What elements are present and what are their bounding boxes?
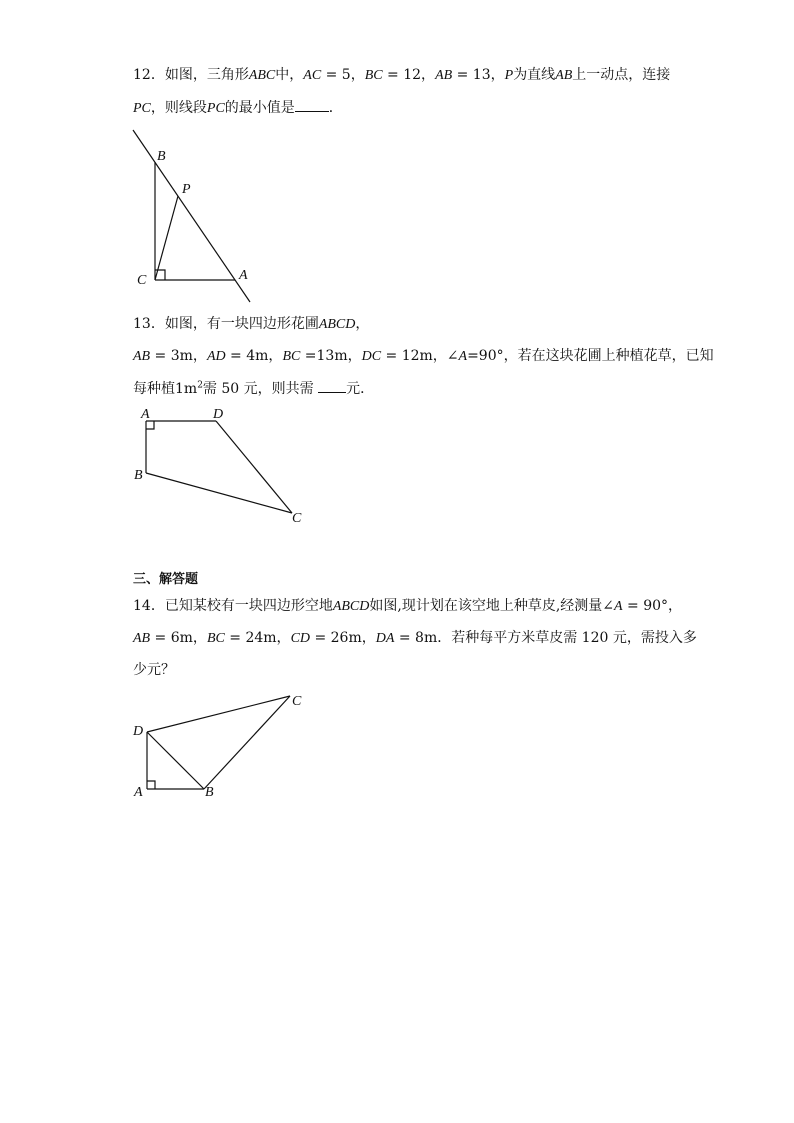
q13-var: AB (133, 349, 151, 364)
q14-var: ABCD (332, 599, 370, 614)
q12-text: = 13， (452, 67, 505, 83)
q12-var: P (504, 68, 514, 83)
q13-var: BC (282, 349, 301, 364)
q14-var: DA (375, 631, 395, 646)
q13-segment-bc (146, 473, 292, 513)
q14-label-a: A (134, 785, 143, 800)
q13-text: = 3m， (150, 348, 207, 364)
q13-figure (125, 400, 315, 530)
q13-line-3 (133, 379, 374, 399)
q12-var: BC (364, 68, 383, 83)
q12-label-b: B (157, 149, 166, 164)
q13-var: AD (206, 349, 226, 364)
q14-label-d: D (133, 724, 144, 739)
q14-label-c: C (292, 694, 302, 709)
q12-answer-blank[interactable] (295, 99, 329, 112)
q12-text: = 5， (321, 67, 365, 83)
q13-text: 需 50 元，则共需 (202, 381, 314, 397)
q12-text: ． (328, 100, 343, 116)
q12-text: ，则线段 (150, 100, 207, 116)
q12-number: 12． (133, 67, 165, 83)
q12-line-1 (133, 65, 670, 86)
q12-text: 中， (275, 67, 304, 83)
q12-line-ab-extended (133, 130, 250, 302)
q13-var: DC (361, 349, 382, 364)
q14-line-3 (133, 660, 175, 680)
q13-number: 13． (133, 316, 165, 332)
q13-text: =13m， (300, 348, 362, 364)
q13-right-angle-mark (146, 421, 154, 429)
q13-segment-dc (216, 421, 292, 513)
q13-label-a: A (141, 407, 150, 422)
q14-line-1 (133, 596, 682, 617)
q13-text: = 12m，∠ (381, 348, 459, 364)
q14-right-angle-mark (147, 781, 155, 789)
q14-var: BC (206, 631, 225, 646)
q12-label-c: C (137, 273, 147, 288)
q12-var: ABC (248, 68, 276, 83)
q13-text: = 4m， (225, 348, 283, 364)
q13-var: A (458, 349, 468, 364)
q13-var: ABCD (318, 317, 356, 332)
q12-figure (125, 125, 265, 310)
q13-text: 每种植 (133, 381, 175, 397)
q12-var: PC (133, 101, 151, 116)
q14-text: = 8m．若种每平方米草皮需 120 元，需投入多 (394, 630, 697, 646)
q12-var: AB (555, 68, 573, 83)
q12-text: = 12， (382, 67, 436, 83)
q14-segment-bc (204, 696, 290, 789)
q13-text: ， (355, 316, 370, 332)
q12-label-p: P (182, 182, 191, 197)
q13-label-c: C (292, 511, 302, 526)
q13-line-1 (133, 314, 369, 335)
q12-label-a: A (239, 268, 248, 283)
q12-segment-cp (155, 196, 178, 280)
q14-text: 如图,现计划在该空地上种草皮,经测量∠ (369, 598, 615, 614)
q14-text: = 6m， (150, 630, 207, 646)
q13-text: =90°，若在这块花圃上种植花草，已知 (467, 348, 714, 364)
q14-line-2 (133, 628, 697, 649)
q13-line-2 (133, 346, 714, 367)
q13-label-b: B (134, 468, 143, 483)
q12-var: AB (435, 68, 453, 83)
q14-text: 已知某校有一块四边形空地 (164, 598, 333, 614)
q12-var: AC (303, 68, 322, 83)
q14-text: 少元？ (133, 662, 175, 678)
q13-text: 如图，有一块四边形花圃 (164, 316, 319, 332)
q14-figure (125, 685, 315, 805)
q14-number: 14． (133, 598, 165, 614)
q14-text: = 26m， (310, 630, 376, 646)
q12-line-2 (133, 98, 343, 119)
q13-label-d: D (213, 407, 224, 422)
q12-var: PC (206, 101, 225, 116)
q12-text: 如图，三角形 (164, 67, 249, 83)
q12-text: 上一动点，连接 (572, 67, 671, 83)
q14-var: AB (133, 631, 151, 646)
q14-var: A (614, 599, 623, 614)
q14-text: = 24m， (224, 630, 291, 646)
q13-unit-exponent: 2 (197, 380, 203, 391)
q13-text: 元． (346, 381, 375, 397)
q12-text: 为直线 (513, 67, 556, 83)
q13-unit: 1m (175, 381, 198, 397)
q14-segment-dc (147, 696, 290, 732)
q14-label-b: B (205, 785, 214, 800)
q14-var: CD (290, 631, 311, 646)
q12-text: 的最小值是 (224, 100, 295, 116)
section-heading: 三、解答题 (133, 572, 199, 587)
q13-answer-blank[interactable] (318, 380, 346, 393)
q14-text: = 90°， (622, 598, 683, 614)
